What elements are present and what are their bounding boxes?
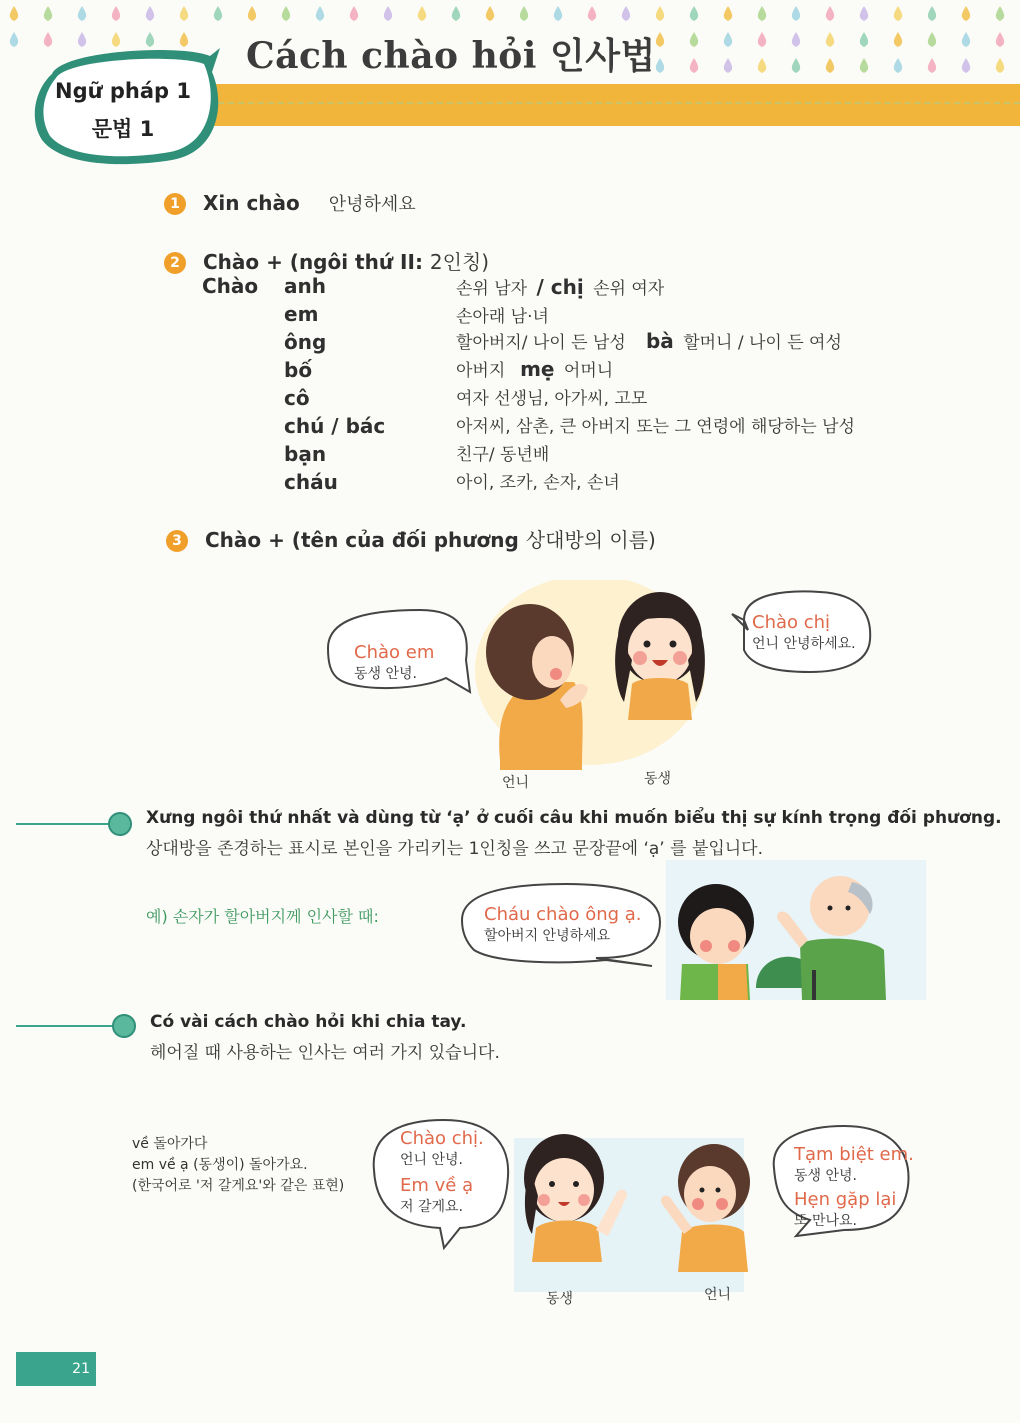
term-ko: 손위 남자 / chị 손위 여자: [456, 275, 665, 299]
bubble-ko: 저 갈게요.: [400, 1199, 463, 1215]
section-3-vn: Chào + (tên của đối phương: [204, 528, 526, 552]
bubble-vn: Tạm biệt em.: [794, 1144, 914, 1165]
term-vn: anh: [284, 274, 326, 298]
note-bullet: [112, 1014, 136, 1038]
term-vn: chú / bác: [284, 414, 386, 438]
chao-label: Chào: [202, 274, 259, 298]
term-vn: bạn: [284, 442, 327, 466]
bubble-ko: 언니 안녕.: [400, 1152, 463, 1168]
section-2-vn: Chào + (ngôi thứ II:: [202, 250, 430, 274]
page-number: 21: [16, 1352, 96, 1386]
bubble-ko: 동생 안녕.: [354, 666, 417, 682]
note-line: [16, 1025, 116, 1027]
term-vn: cô: [284, 386, 310, 410]
section-2-heading: [164, 246, 489, 275]
section-1: [164, 190, 416, 216]
term-ko: 친구/ 동년배: [456, 445, 550, 465]
note-2-vn: Có vài cách chào hỏi khi chia tay.: [150, 1012, 467, 1032]
bubble-ko: 동생 안녕.: [794, 1168, 857, 1184]
section-2-ko: 2인칭): [429, 250, 490, 274]
section-1-ko: 안녕하세요: [328, 194, 416, 215]
vocab-line: em về ạ (동생이) 돌아가요.: [132, 1157, 308, 1173]
bubble-ko: 할아버지 안녕하세요: [484, 928, 611, 944]
speech-bubble-younger: [400, 1128, 484, 1216]
section-number: 2: [164, 252, 186, 274]
bubble-vn: Chào chị.: [400, 1128, 484, 1149]
term-ko: 아저씨, 삼촌, 큰 아버지 또는 그 연령에 해당하는 남성: [456, 417, 855, 437]
page-title: Cách chào hỏi 인사법: [246, 35, 656, 77]
term-vn: ông: [284, 330, 327, 354]
example-label: 예) 손자가 할아버지께 인사할 때:: [146, 907, 379, 926]
term-ko: 할아버지/ 나이 든 남성 bà 할머니 / 나이 든 여성: [456, 329, 842, 353]
grammar-badge-label: [38, 72, 208, 148]
vocabulary-note: [132, 1134, 344, 1197]
term-ko: 여자 선생님, 아가씨, 고모: [456, 389, 648, 409]
title-band: [210, 84, 1020, 126]
bubble-vn: Chào em: [354, 642, 435, 663]
term-vn: cháu: [284, 470, 338, 494]
bubble-vn: Hẹn gặp lại: [794, 1189, 897, 1210]
vocab-line: về 돌아가다: [132, 1136, 208, 1152]
badge-line-vn: Ngữ pháp 1: [55, 79, 191, 103]
bubble-vn: Em về ạ: [400, 1175, 474, 1196]
term-vn: em: [284, 302, 319, 326]
character-label: 언니: [704, 1287, 732, 1303]
bubble-vn: Chào chị: [752, 612, 831, 633]
term-ko: 손아래 남·녀: [456, 307, 549, 327]
bubble-vn: Cháu chào ông ạ.: [484, 904, 642, 925]
speech-bubble-right: [752, 612, 856, 653]
note-1-ko: 상대방을 존경하는 표시로 본인을 가리키는 1인칭을 쓰고 문장끝에 ‘ạ’ 를 붙입니다.: [146, 839, 763, 859]
speech-bubble-left: [354, 642, 434, 683]
term-ko: 아이, 조카, 손자, 손녀: [456, 473, 620, 493]
note-bullet: [108, 812, 132, 836]
bubble-ko: 언니 안녕하세요.: [752, 636, 856, 652]
term-vn: bố: [284, 358, 313, 382]
vocab-line: (한국어로 '저 갈게요'와 같은 표현): [132, 1178, 345, 1194]
section-3-ko: 상대방의 이름): [525, 528, 656, 552]
section-number: 1: [164, 193, 186, 215]
badge-line-ko: 문법 1: [91, 117, 155, 141]
section-1-vn: Xin chào: [202, 191, 300, 215]
note-2-ko: 헤어질 때 사용하는 인사는 여러 가지 있습니다.: [150, 1043, 500, 1063]
bubble-ko: 또 만나요.: [794, 1213, 857, 1229]
term-ko: 아버지 mẹ 어머니: [456, 357, 614, 381]
note-line: [16, 823, 116, 825]
character-label: 동생: [546, 1291, 574, 1307]
section-number: 3: [166, 530, 188, 552]
note-1-vn: Xưng ngôi thứ nhất và dùng từ ‘ạ’ ở cuối câu khi muốn biểu thị sự kính trọng đối phương.: [146, 808, 1002, 828]
character-label: 언니: [502, 775, 530, 791]
section-3-heading: [166, 524, 656, 553]
speech-bubble-older: [794, 1144, 914, 1230]
speech-bubble-grandchild: [484, 904, 642, 945]
character-label: 동생: [644, 771, 672, 787]
